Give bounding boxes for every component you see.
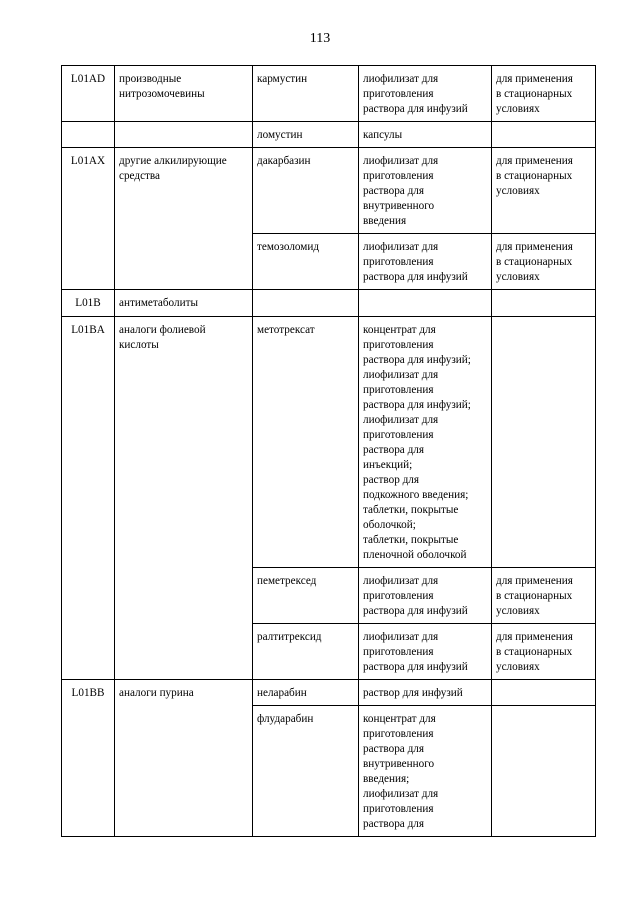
group-cell: аналоги фолиевой кислоты — [115, 317, 253, 680]
note-cell: для применения в стационарных условиях — [492, 234, 596, 290]
drug-name-cell: ломустин — [253, 122, 359, 148]
note-cell — [492, 317, 596, 568]
dosage-form-cell: капсулы — [359, 122, 492, 148]
note-cell: для применения в стационарных условиях — [492, 568, 596, 624]
group-cell: антиметаболиты — [115, 290, 253, 317]
table-row — [62, 122, 596, 148]
note-cell — [492, 290, 596, 317]
note-cell — [492, 122, 596, 148]
note-cell — [492, 680, 596, 706]
drug-name-cell: пеметрексед — [253, 568, 359, 624]
dosage-form-cell: лиофилизат для приготовления раствора для инфузий — [359, 66, 492, 122]
atc-code-cell: L01B — [62, 290, 115, 317]
atc-code-cell: L01BA — [62, 317, 115, 680]
group-cell: аналоги пурина — [115, 680, 253, 837]
drug-name-cell: метотрексат — [253, 317, 359, 568]
table-row — [62, 317, 596, 568]
dosage-form-cell — [359, 290, 492, 317]
drug-name-cell: дакарбазин — [253, 148, 359, 234]
drug-name-cell — [253, 290, 359, 317]
drug-table — [61, 65, 596, 837]
table-row — [62, 680, 596, 706]
atc-code-cell: L01AX — [62, 148, 115, 290]
drug-name-cell: флударабин — [253, 706, 359, 837]
dosage-form-cell: лиофилизат для приготовления раствора для инфузий — [359, 234, 492, 290]
drug-name-cell: кармустин — [253, 66, 359, 122]
dosage-form-cell: раствор для инфузий — [359, 680, 492, 706]
dosage-form-cell: лиофилизат для приготовления раствора для инфузий — [359, 568, 492, 624]
atc-code-cell: L01AD — [62, 66, 115, 122]
dosage-form-cell: концентрат для приготовления раствора для инфузий; лиофилизат для приготовления раствора для инфузий; лиофилизат для приготовления раствора для инъекций; раствор для подкожного введения; таблетки, покрытые оболочкой; таблетки, покрытые пленочной оболочкой — [359, 317, 492, 568]
atc-code-cell — [62, 122, 115, 148]
dosage-form-cell: концентрат для приготовления раствора для внутривенного введения; лиофилизат для приготовления раствора для — [359, 706, 492, 837]
drug-name-cell: темозоломид — [253, 234, 359, 290]
dosage-form-cell: лиофилизат для приготовления раствора для инфузий — [359, 624, 492, 680]
table-row — [62, 290, 596, 317]
note-cell — [492, 706, 596, 837]
note-cell: для применения в стационарных условиях — [492, 148, 596, 234]
note-cell: для применения в стационарных условиях — [492, 624, 596, 680]
page-number: 113 — [309, 31, 331, 46]
drug-name-cell: неларабин — [253, 680, 359, 706]
note-cell: для применения в стационарных условиях — [492, 66, 596, 122]
atc-code-cell: L01BB — [62, 680, 115, 837]
dosage-form-cell: лиофилизат для приготовления раствора для внутривенного введения — [359, 148, 492, 234]
table-row — [62, 66, 596, 122]
drug-name-cell: ралтитрексид — [253, 624, 359, 680]
group-cell: производные нитрозомочевины — [115, 66, 253, 122]
group-cell: другие алкилирующие средства — [115, 148, 253, 290]
table-row — [62, 148, 596, 234]
group-cell — [115, 122, 253, 148]
